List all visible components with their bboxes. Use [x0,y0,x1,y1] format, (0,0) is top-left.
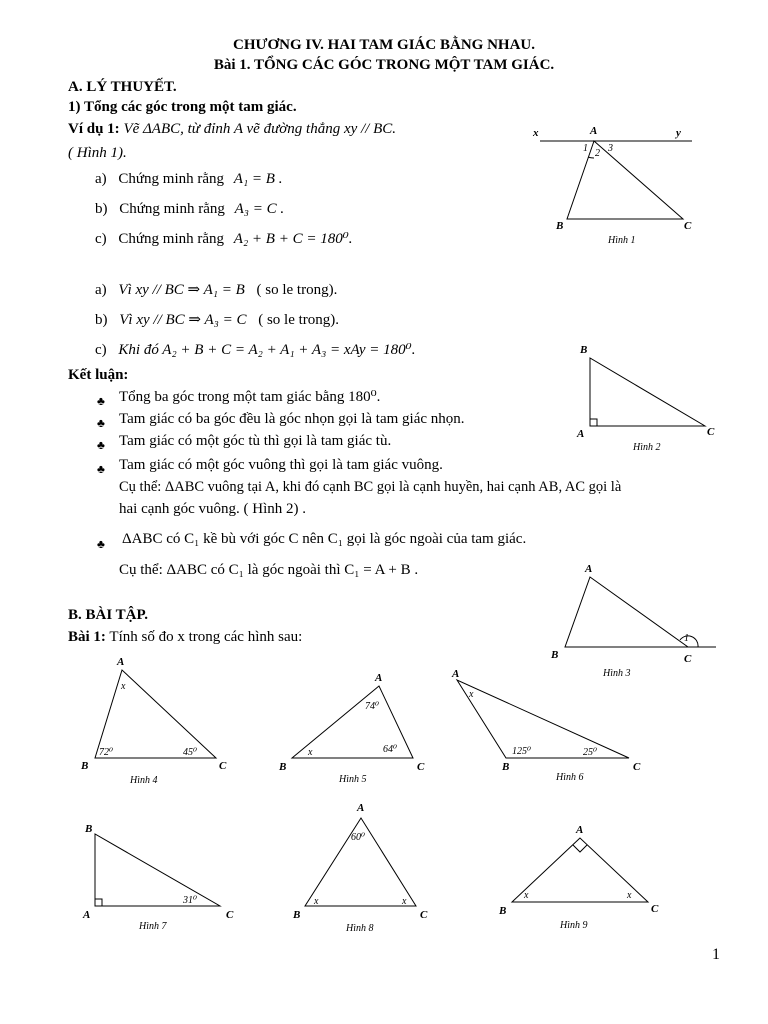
fig5-angle-64: 64⁰ [383,744,398,755]
fig3-angle-1: 1 [684,633,689,644]
fig5-label-b: B [279,761,287,773]
club-bullet-icon: ♣ [97,416,105,430]
figure-7-triangle [95,834,220,906]
solution-c-text: Khi đó A₂ + B + C = A₂ + A₁ + A₃ = xAy = 180⁰. [118,342,416,358]
solution-a-note: ( so le trong). [256,282,338,298]
conclusion-4: Tam giác có một góc vuông thì gọi là tam giác vuông. [119,457,443,473]
fig3-label-a: A [585,563,593,575]
fig8-caption: Hình 8 [346,923,374,934]
club-bullet-icon: ♣ [97,394,105,408]
solution-b-text: Vì xy // BC ⇒ A₃ = C [119,312,247,328]
fig2-label-b: B [580,344,588,356]
exercise-1-text: Tính số đo x trong các hình sau: [109,629,303,645]
fig6-label-c: C [633,761,641,773]
task-a-math: A₁ = B . [233,171,283,187]
fig4-caption: Hình 4 [130,775,158,786]
fig8-angle-x-right: x [402,896,407,907]
fig4-label-b: B [81,760,89,772]
fig8-angle-x-left: x [314,896,319,907]
task-a-text: Chứng minh rằng [118,171,225,187]
fig3-caption: Hình 3 [603,668,631,679]
fig5-label-c: C [417,761,425,773]
club-bullet-icon: ♣ [97,462,105,476]
figure-2-triangle [590,358,705,426]
fig9-angle-x-left: x [524,890,529,901]
fig6-label-a: A [452,668,460,680]
fig7-caption: Hình 7 [139,921,167,932]
conclusion-3: Tam giác có một góc tù thì gọi là tam giác tù. [119,433,392,449]
exercises-heading: B. BÀI TẬP. [68,607,149,623]
fig6-angle-125: 125⁰ [512,746,532,757]
fig2-label-a: A [577,428,585,440]
fig5-angle-74: 74⁰ [365,701,380,712]
example-ref: ( Hình 1). [68,145,127,161]
conclusion-2: Tam giác có ba góc đều là góc nhọn gọi là tam giác nhọn. [119,411,465,427]
fig1-caption: Hình 1 [608,235,636,246]
right-triangle-detail-1: Cụ thể: ΔABC vuông tại A, khi đó cạnh BC gọi là cạnh huyền, hai cạnh AB, AC gọi là [119,479,622,495]
theory-subheading: 1) Tổng các góc trong một tam giác. [68,99,297,115]
right-triangle-detail-2: hai cạnh góc vuông. ( Hình 2) . [119,501,307,517]
solution-c-label: c) [95,342,107,358]
fig7-label-c: C [226,909,234,921]
fig5-angle-x: x [308,747,313,758]
conclusion-heading: Kết luận: [68,367,129,383]
fig1-label-b: B [556,220,564,232]
solution-a-label: a) [95,282,107,298]
fig8-label-c: C [420,909,428,921]
club-bullet-icon: ♣ [97,537,105,551]
fig9-caption: Hình 9 [560,920,588,931]
fig9-angle-x-right: x [627,890,632,901]
fig1-angle-1: 1 [583,143,588,154]
fig6-caption: Hình 6 [556,772,584,783]
figure-6-triangle [457,680,629,758]
fig9-label-b: B [499,905,507,917]
page-number: 1 [712,946,720,963]
fig1-label-y: y [676,127,681,139]
figure-4-triangle [95,670,216,758]
fig7-label-b: B [85,823,93,835]
fig9-label-a: A [576,824,584,836]
exterior-angle-detail: Cụ thể: ΔABC có C₁ là góc ngoài thì C₁ = A + B . [119,562,419,578]
fig9-label-c: C [651,903,659,915]
chapter-title: CHƯƠNG IV. HAI TAM GIÁC BẰNG NHAU. [233,37,535,53]
figure-1-triangle [540,141,692,219]
fig4-label-c: C [219,760,227,772]
fig4-angle-72: 72⁰ [99,747,114,758]
figure-3-triangle [565,577,716,647]
task-c-text: Chứng minh rằng [118,231,225,247]
example-label: Ví dụ 1: [68,121,120,137]
task-b-text: Chứng minh rằng [119,201,225,217]
task-c-math: A₂ + B + C = 180⁰. [233,231,353,247]
fig5-label-a: A [375,672,383,684]
fig3-label-c: C [684,653,692,665]
fig8-angle-60: 60⁰ [351,832,366,843]
fig2-label-c: C [707,426,715,438]
solution-a-text: Vì xy // BC ⇒ A₁ = B [118,282,245,298]
solution-b-note: ( so le trong). [258,312,340,328]
fig8-label-a: A [357,802,365,814]
theory-heading: A. LÝ THUYẾT. [68,79,177,95]
fig7-angle-31: 31⁰ [183,895,198,906]
club-bullet-icon: ♣ [97,438,105,452]
fig5-caption: Hình 5 [339,774,367,785]
fig6-angle-x: x [469,689,474,700]
fig1-angle-2: 2 [595,148,600,159]
task-c-label: c) [95,231,107,247]
fig7-label-a: A [83,909,91,921]
fig4-angle-45: 45⁰ [183,747,198,758]
fig3-label-b: B [551,649,559,661]
fig8-label-b: B [293,909,301,921]
fig1-label-c: C [684,220,692,232]
fig1-angle-3: 3 [608,143,613,154]
conclusion-1: Tổng ba góc trong một tam giác bằng 180⁰. [119,389,381,405]
fig1-label-a: A [590,125,598,137]
fig1-label-x: x [533,127,539,139]
solution-b-label: b) [95,312,108,328]
lesson-title: Bài 1. TỔNG CÁC GÓC TRONG MỘT TAM GIÁC. [213,57,555,73]
task-a-label: a) [95,171,107,187]
fig4-angle-x: x [121,681,126,692]
example-text: Vẽ ΔABC, từ đỉnh A vẽ đường thẳng xy // BC. [123,121,397,137]
exterior-angle-text: ΔABC có C₁ kề bù với góc C nên C₁ gọi là góc ngoài của tam giác. [122,531,527,547]
task-b-math: A₃ = C . [234,201,285,217]
fig4-label-a: A [117,656,125,668]
task-b-label: b) [95,201,108,217]
fig6-label-b: B [502,761,510,773]
fig2-caption: Hình 2 [633,442,661,453]
fig6-angle-25: 25⁰ [583,747,598,758]
exercise-1-label: Bài 1: [68,629,106,645]
